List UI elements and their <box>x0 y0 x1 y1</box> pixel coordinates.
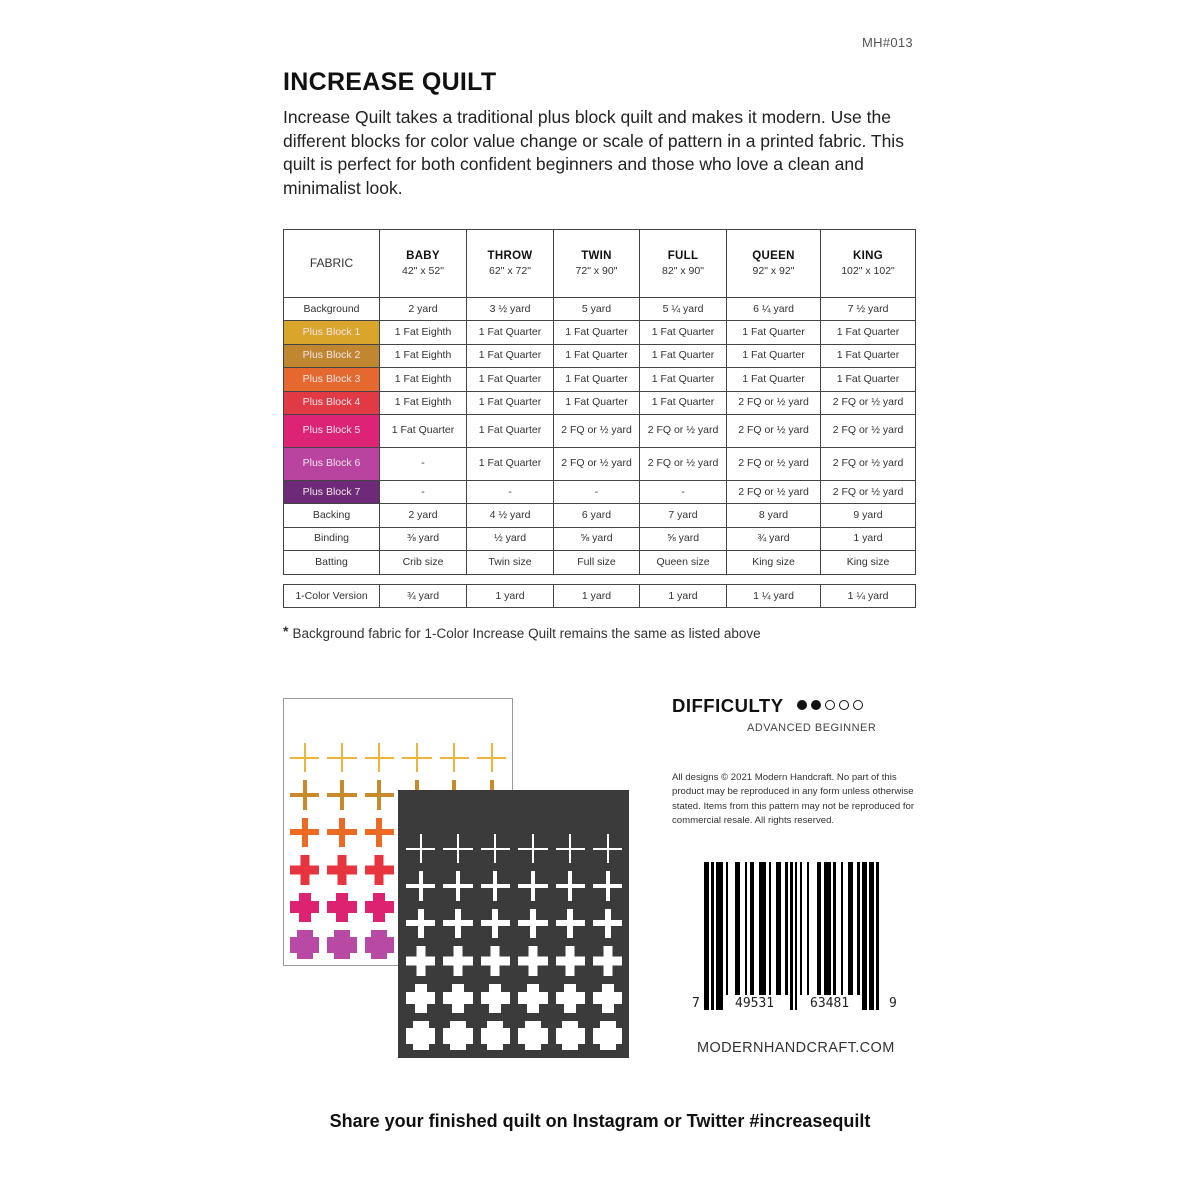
cell: 1 Fat Quarter <box>640 344 727 367</box>
cell: 5 yard <box>554 298 640 321</box>
size-name: BABY <box>406 249 440 262</box>
cell: 1 yard <box>821 527 916 550</box>
column-header-throw <box>467 230 554 298</box>
row-label: Plus Block 1 <box>284 321 380 344</box>
plus-block-icon <box>589 942 626 979</box>
filled-dot-icon <box>811 700 821 710</box>
table-row <box>284 391 916 414</box>
cell: 1 Fat Quarter <box>821 344 916 367</box>
cell: 1 Fat Quarter <box>554 391 640 414</box>
cell: Twin size <box>467 551 554 574</box>
cell: 1 Fat Quarter <box>727 368 821 391</box>
plus-block-icon <box>398 739 435 776</box>
plus-block-icon <box>439 1017 476 1054</box>
plus-block-icon <box>323 851 360 888</box>
cell: 1 Fat Quarter <box>640 321 727 344</box>
barcode-digits-right: 63481 <box>810 996 850 1011</box>
difficulty-label: DIFFICULTY <box>672 695 784 716</box>
empty-dot-icon <box>853 700 863 710</box>
plus-block-icon <box>477 1017 514 1054</box>
table-row <box>284 298 916 321</box>
size-dimensions: 72" x 90" <box>575 264 618 277</box>
barcode-digit-first: 7 <box>692 996 700 1011</box>
plus-block-icon <box>286 926 323 963</box>
difficulty-rating <box>797 700 863 710</box>
fabric-requirements-table <box>283 229 916 575</box>
cell: 3 ½ yard <box>467 298 554 321</box>
cell: 2 FQ or ½ yard <box>727 391 821 414</box>
cell: ¾ yard <box>380 585 467 608</box>
cell: Crib size <box>380 551 467 574</box>
cell: 1 yard <box>467 585 554 608</box>
plus-block-icon <box>439 980 476 1017</box>
column-header-king <box>821 230 916 298</box>
size-name: THROW <box>487 249 533 262</box>
cell: - <box>554 480 640 503</box>
plus-block-icon <box>514 905 551 942</box>
plus-block-icon <box>402 1017 439 1054</box>
cell: 1 Fat Quarter <box>821 321 916 344</box>
cell: - <box>467 480 554 503</box>
plus-block-icon <box>439 905 476 942</box>
cell: 2 FQ or ½ yard <box>727 480 821 503</box>
plus-block-icon <box>552 1017 589 1054</box>
cell: 2 FQ or ½ yard <box>727 447 821 480</box>
cell: 1 Fat Quarter <box>467 447 554 480</box>
plus-block-icon <box>477 980 514 1017</box>
cell: 2 FQ or ½ yard <box>640 447 727 480</box>
cell: ⅝ yard <box>640 527 727 550</box>
plus-block-icon <box>361 851 398 888</box>
cell: 1 Fat Quarter <box>727 321 821 344</box>
website-link[interactable]: MODERNHANDCRAFT.COM <box>697 1040 895 1056</box>
column-header-baby <box>380 230 467 298</box>
row-label: Backing <box>284 504 380 527</box>
plus-block-icon <box>552 942 589 979</box>
table-row <box>284 344 916 367</box>
size-name: KING <box>853 249 883 262</box>
cell: King size <box>727 551 821 574</box>
row-label: Plus Block 5 <box>284 414 380 447</box>
cell: 1 Fat Quarter <box>380 414 467 447</box>
plus-block-icon <box>323 814 360 851</box>
plus-block-icon <box>286 739 323 776</box>
plus-block-icon <box>439 942 476 979</box>
plus-block-icon <box>514 942 551 979</box>
row-label: Plus Block 7 <box>284 480 380 503</box>
cell: - <box>640 480 727 503</box>
size-dimensions: 102" x 102" <box>841 264 895 277</box>
cell: 1 ¼ yard <box>821 585 916 608</box>
cell: King size <box>821 551 916 574</box>
barcode-digits-left: 49531 <box>735 996 775 1011</box>
plus-block-icon <box>514 830 551 867</box>
cell: 9 yard <box>821 504 916 527</box>
cell: 2 yard <box>380 298 467 321</box>
cell: 1 ¼ yard <box>727 585 821 608</box>
cell: 7 yard <box>640 504 727 527</box>
cell: Full size <box>554 551 640 574</box>
footnote-text: Background fabric for 1-Color Increase Quilt remains the same as listed above <box>292 626 761 641</box>
cell: ⅜ yard <box>380 527 467 550</box>
plus-block-icon <box>477 830 514 867</box>
plus-block-icon <box>477 867 514 904</box>
cell: ⅝ yard <box>554 527 640 550</box>
cell: 6 ¼ yard <box>727 298 821 321</box>
cell: 8 yard <box>727 504 821 527</box>
cell: 1 Fat Quarter <box>554 368 640 391</box>
one-color-quilt-illustration <box>398 790 629 1058</box>
cell: ¾ yard <box>727 527 821 550</box>
cell: 1 Fat Quarter <box>467 344 554 367</box>
cell: 2 FQ or ½ yard <box>821 447 916 480</box>
plus-block-icon <box>286 814 323 851</box>
copyright-notice: All designs © 2021 Modern Handcraft. No part of this product may be reproduced in any form unless otherwise stated. Items from this pattern may not be reproduced for commercial resale. All rights reserved. <box>672 772 915 826</box>
row-label: Plus Block 2 <box>284 344 380 367</box>
column-header-full <box>640 230 727 298</box>
plus-block-icon <box>439 830 476 867</box>
difficulty-level: ADVANCED BEGINNER <box>747 722 877 734</box>
row-label: Plus Block 3 <box>284 368 380 391</box>
footnote <box>283 625 761 641</box>
barcode-digit-last: 9 <box>889 996 897 1011</box>
row-label: Binding <box>284 527 380 550</box>
plus-block-icon <box>436 739 473 776</box>
cell: 2 FQ or ½ yard <box>554 414 640 447</box>
table-row <box>284 414 916 447</box>
plus-block-icon <box>361 776 398 813</box>
asterisk-icon: * <box>283 623 289 639</box>
plus-block-icon <box>589 830 626 867</box>
cell: 1 Fat Quarter <box>821 368 916 391</box>
size-name: FULL <box>667 249 699 262</box>
cell: 1 Fat Quarter <box>467 321 554 344</box>
cell: 1 Fat Eighth <box>380 344 467 367</box>
plus-block-icon <box>589 905 626 942</box>
cell: 2 FQ or ½ yard <box>821 480 916 503</box>
cell: 1 Fat Quarter <box>554 344 640 367</box>
table-row <box>284 480 916 503</box>
plus-block-icon <box>552 980 589 1017</box>
table-row-one-color <box>284 585 916 608</box>
plus-block-icon <box>361 814 398 851</box>
size-dimensions: 82" x 90" <box>662 264 704 277</box>
plus-block-icon <box>402 942 439 979</box>
cell: 7 ½ yard <box>821 298 916 321</box>
plus-block-icon <box>286 889 323 926</box>
plus-block-icon <box>323 889 360 926</box>
plus-block-icon <box>477 905 514 942</box>
plus-block-icon <box>514 980 551 1017</box>
plus-block-icon <box>552 830 589 867</box>
row-label: Plus Block 4 <box>284 391 380 414</box>
plus-block-icon <box>323 739 360 776</box>
cell: ½ yard <box>467 527 554 550</box>
cell: 1 Fat Quarter <box>467 414 554 447</box>
cell: 1 Fat Quarter <box>467 368 554 391</box>
cell: 1 Fat Quarter <box>640 368 727 391</box>
plus-block-icon <box>402 980 439 1017</box>
table-header-row <box>284 230 916 298</box>
row-label: Plus Block 6 <box>284 447 380 480</box>
cell: 2 FQ or ½ yard <box>727 414 821 447</box>
column-header-fabric: FABRIC <box>284 230 380 298</box>
plus-block-icon <box>589 1017 626 1054</box>
barcode-icon <box>704 862 884 1010</box>
share-message: Share your finished quilt on Instagram or Twitter #increasequilt <box>329 1111 871 1131</box>
plus-block-icon <box>286 776 323 813</box>
plus-block-icon <box>402 830 439 867</box>
page-title: INCREASE QUILT <box>283 68 497 96</box>
plus-block-icon <box>361 889 398 926</box>
plus-block-icon <box>402 867 439 904</box>
plus-block-icon <box>552 905 589 942</box>
cell: 4 ½ yard <box>467 504 554 527</box>
row-label: Background <box>284 298 380 321</box>
plus-block-icon <box>402 905 439 942</box>
column-header-twin <box>554 230 640 298</box>
size-name: QUEEN <box>752 249 795 262</box>
cell: 2 FQ or ½ yard <box>821 391 916 414</box>
empty-dot-icon <box>839 700 849 710</box>
plus-block-icon <box>477 942 514 979</box>
pattern-number: MH#013 <box>862 35 913 50</box>
table-row <box>284 504 916 527</box>
column-header-queen <box>727 230 821 298</box>
cell: 2 FQ or ½ yard <box>640 414 727 447</box>
cell: 2 yard <box>380 504 467 527</box>
plus-block-icon <box>589 980 626 1017</box>
cell: Queen size <box>640 551 727 574</box>
cell: 1 Fat Quarter <box>640 391 727 414</box>
description: Increase Quilt takes a traditional plus block quilt and makes it modern. Use the different blocks for color value change or scale of pattern in a printed fabric. This quilt is perfect for both confident beginners and those who love a clean and minimalist look. <box>283 107 904 198</box>
cell: 2 FQ or ½ yard <box>821 414 916 447</box>
plus-block-icon <box>514 1017 551 1054</box>
cell: 1 Fat Quarter <box>727 344 821 367</box>
cell: 1 yard <box>640 585 727 608</box>
plus-block-icon <box>514 867 551 904</box>
plus-block-icon <box>473 739 510 776</box>
cell: - <box>380 447 467 480</box>
table-row <box>284 447 916 480</box>
cell: 6 yard <box>554 504 640 527</box>
cell: 5 ¼ yard <box>640 298 727 321</box>
size-dimensions: 62" x 72" <box>489 264 531 277</box>
row-label: Batting <box>284 551 380 574</box>
plus-block-icon <box>361 739 398 776</box>
plus-block-icon <box>552 867 589 904</box>
one-color-version-table <box>283 584 916 608</box>
filled-dot-icon <box>797 700 807 710</box>
cell: 1 Fat Eighth <box>380 321 467 344</box>
plus-block-icon <box>589 867 626 904</box>
plus-block-icon <box>361 926 398 963</box>
cell: 1 yard <box>554 585 640 608</box>
size-name: TWIN <box>581 249 612 262</box>
size-dimensions: 92" x 92" <box>752 264 795 277</box>
cell: 2 FQ or ½ yard <box>554 447 640 480</box>
plus-block-icon <box>323 776 360 813</box>
cell: 1 Fat Eighth <box>380 391 467 414</box>
cell: 1 Fat Eighth <box>380 368 467 391</box>
table-row <box>284 551 916 574</box>
plus-block-icon <box>439 867 476 904</box>
empty-dot-icon <box>825 700 835 710</box>
size-dimensions: 42" x 52" <box>402 264 444 277</box>
row-label: 1-Color Version <box>284 585 380 608</box>
table-row <box>284 527 916 550</box>
cell: - <box>380 480 467 503</box>
cell: 1 Fat Quarter <box>467 391 554 414</box>
table-row <box>284 321 916 344</box>
plus-block-icon <box>286 851 323 888</box>
table-row <box>284 368 916 391</box>
cell: 1 Fat Quarter <box>554 321 640 344</box>
plus-block-icon <box>323 926 360 963</box>
